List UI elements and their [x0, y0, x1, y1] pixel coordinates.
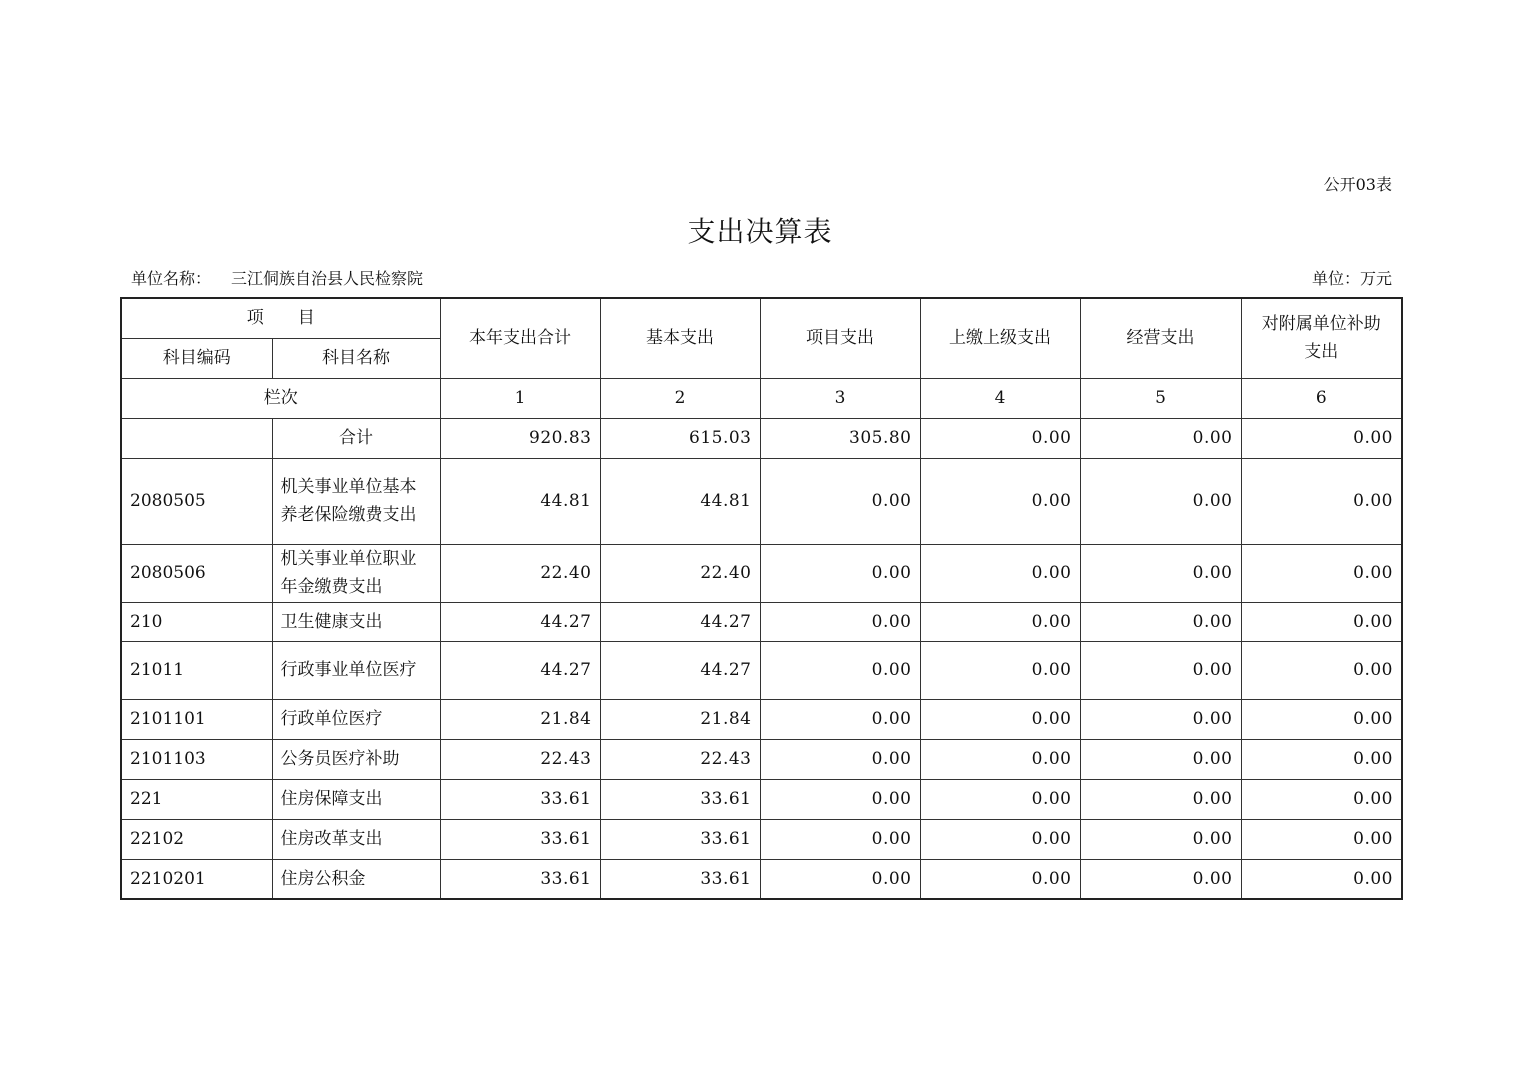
total-value: 920.83	[440, 418, 600, 458]
currency-unit: 单位：万元	[1311, 269, 1392, 288]
unit-name-line	[131, 266, 423, 289]
header-row-1	[121, 298, 1402, 338]
amount-cell: 33.61	[600, 859, 760, 899]
table-row	[121, 544, 1402, 602]
amount-cell: 0.00	[1241, 859, 1402, 899]
amount-cell: 0.00	[760, 739, 920, 779]
amount-cell: 0.00	[1241, 544, 1402, 602]
form-number: 公开03表	[1323, 175, 1392, 194]
account-code: 221	[121, 779, 272, 819]
table-row	[121, 699, 1402, 739]
amount-cell: 0.00	[760, 458, 920, 544]
header-name: 科目名称	[272, 338, 440, 378]
account-name: 住房保障支出	[272, 779, 440, 819]
amount-cell: 0.00	[1080, 819, 1241, 859]
table-row	[121, 602, 1402, 641]
account-name: 行政单位医疗	[272, 699, 440, 739]
amount-cell: 0.00	[1080, 779, 1241, 819]
table-row	[121, 779, 1402, 819]
table-row	[121, 819, 1402, 859]
account-name: 机关事业单位职业年金缴费支出	[272, 544, 440, 602]
account-code: 22102	[121, 819, 272, 859]
account-name: 机关事业单位基本养老保险缴费支出	[272, 458, 440, 544]
total-code	[121, 418, 272, 458]
amount-cell: 0.00	[920, 641, 1080, 699]
expenditure-table	[120, 297, 1403, 900]
amount-cell: 0.00	[760, 779, 920, 819]
amount-cell: 22.40	[600, 544, 760, 602]
account-name: 行政事业单位医疗	[272, 641, 440, 699]
amount-cell: 0.00	[1241, 819, 1402, 859]
unit-name-label: 单位名称：	[131, 269, 212, 288]
lanci-label: 栏次	[121, 378, 440, 418]
account-code: 2210201	[121, 859, 272, 899]
amount-cell: 33.61	[440, 779, 600, 819]
account-code: 21011	[121, 641, 272, 699]
total-row	[121, 418, 1402, 458]
account-name: 公务员医疗补助	[272, 739, 440, 779]
amount-cell: 21.84	[440, 699, 600, 739]
account-code: 2080505	[121, 458, 272, 544]
header-col-remit: 上缴上级支出	[920, 298, 1080, 378]
amount-cell: 0.00	[920, 699, 1080, 739]
amount-cell: 0.00	[760, 819, 920, 859]
amount-cell: 33.61	[600, 779, 760, 819]
amount-cell: 0.00	[760, 544, 920, 602]
amount-cell: 44.27	[600, 641, 760, 699]
total-label: 合计	[272, 418, 440, 458]
total-value: 305.80	[760, 418, 920, 458]
table-row	[121, 641, 1402, 699]
amount-cell: 0.00	[920, 739, 1080, 779]
amount-cell: 0.00	[1241, 458, 1402, 544]
amount-cell: 0.00	[920, 819, 1080, 859]
total-value: 0.00	[920, 418, 1080, 458]
amount-cell: 0.00	[1241, 641, 1402, 699]
header-col-total: 本年支出合计	[440, 298, 600, 378]
total-value: 0.00	[1241, 418, 1402, 458]
amount-cell: 33.61	[440, 859, 600, 899]
account-code: 2101101	[121, 699, 272, 739]
lanci-row	[121, 378, 1402, 418]
table-row	[121, 859, 1402, 899]
amount-cell: 0.00	[760, 699, 920, 739]
account-name: 住房改革支出	[272, 819, 440, 859]
amount-cell: 21.84	[600, 699, 760, 739]
amount-cell: 44.27	[440, 602, 600, 641]
header-col-subsidy: 对附属单位补助支出	[1241, 298, 1402, 378]
amount-cell: 0.00	[920, 779, 1080, 819]
table-row	[121, 458, 1402, 544]
amount-cell: 22.40	[440, 544, 600, 602]
amount-cell: 0.00	[920, 458, 1080, 544]
header-item: 项 目	[121, 298, 440, 338]
page-title: 支出决算表	[687, 215, 833, 248]
table-row	[121, 739, 1402, 779]
amount-cell: 0.00	[760, 859, 920, 899]
amount-cell: 33.61	[600, 819, 760, 859]
amount-cell: 0.00	[1080, 699, 1241, 739]
account-name: 住房公积金	[272, 859, 440, 899]
amount-cell: 44.27	[440, 641, 600, 699]
amount-cell: 0.00	[920, 544, 1080, 602]
amount-cell: 0.00	[1080, 544, 1241, 602]
amount-cell: 22.43	[440, 739, 600, 779]
amount-cell: 33.61	[440, 819, 600, 859]
total-value: 0.00	[1080, 418, 1241, 458]
header-col-operating: 经营支出	[1080, 298, 1241, 378]
header-code: 科目编码	[121, 338, 272, 378]
col-num: 4	[920, 378, 1080, 418]
col-num: 1	[440, 378, 600, 418]
amount-cell: 0.00	[1241, 739, 1402, 779]
header-col-project: 项目支出	[760, 298, 920, 378]
amount-cell: 44.27	[600, 602, 760, 641]
amount-cell: 0.00	[920, 602, 1080, 641]
account-code: 2080506	[121, 544, 272, 602]
amount-cell: 44.81	[440, 458, 600, 544]
amount-cell: 0.00	[1241, 602, 1402, 641]
unit-name-value: 三江侗族自治县人民检察院	[231, 269, 424, 288]
amount-cell: 0.00	[1241, 779, 1402, 819]
amount-cell: 0.00	[760, 641, 920, 699]
account-name: 卫生健康支出	[272, 602, 440, 641]
header-col-basic: 基本支出	[600, 298, 760, 378]
account-code: 210	[121, 602, 272, 641]
col-num: 3	[760, 378, 920, 418]
col-num: 6	[1241, 378, 1402, 418]
col-num: 2	[600, 378, 760, 418]
amount-cell: 0.00	[1080, 641, 1241, 699]
amount-cell: 0.00	[1080, 859, 1241, 899]
amount-cell: 0.00	[1080, 458, 1241, 544]
amount-cell: 44.81	[600, 458, 760, 544]
amount-cell: 22.43	[600, 739, 760, 779]
amount-cell: 0.00	[920, 859, 1080, 899]
total-value: 615.03	[600, 418, 760, 458]
amount-cell: 0.00	[760, 602, 920, 641]
amount-cell: 0.00	[1241, 699, 1402, 739]
amount-cell: 0.00	[1080, 602, 1241, 641]
col-num: 5	[1080, 378, 1241, 418]
amount-cell: 0.00	[1080, 739, 1241, 779]
account-code: 2101103	[121, 739, 272, 779]
